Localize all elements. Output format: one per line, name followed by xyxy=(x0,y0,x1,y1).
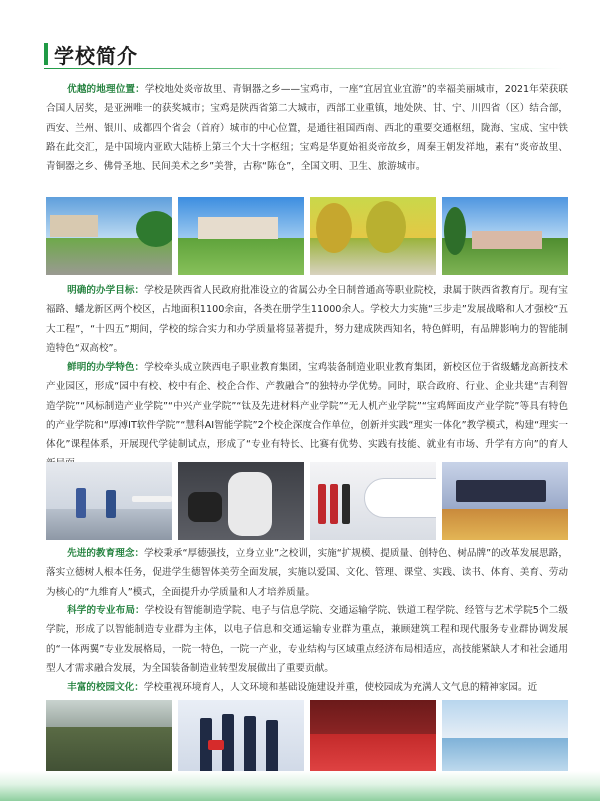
paragraph-lead: 科学的专业布局： xyxy=(67,605,145,616)
photo-row-training xyxy=(46,462,568,540)
header-accent-bar xyxy=(44,43,48,65)
paragraph-lead: 先进的教育理念： xyxy=(67,548,145,559)
paragraph-goal xyxy=(46,281,568,358)
paragraph-text: 学校秉承“厚德强技，立身立业”之校训，实施“扩规模、提质量、创特色、树品牌”的改革发展思路，落实立德树人根本任务，促进学生德智体美劳全面发展，实施以爱国、文化、管理、课堂、实践、读书、体育、美育、劳动为核心的“九维育人”模式，全面提升办学质量和人才培养质量。 xyxy=(46,548,568,598)
flag-ceremony-photo xyxy=(178,700,304,776)
paragraph-lead: 明确的办学目标： xyxy=(67,285,145,296)
paragraph-culture xyxy=(46,678,568,697)
paragraph-lead: 丰富的校园文化： xyxy=(67,682,144,693)
graduation-photo xyxy=(442,700,568,776)
paragraph-text: 学校地处炎帝故里、青铜器之乡——宝鸡市，一座“宜居宜业宜游”的幸福美丽城市，2021年荣获联合国人居奖，是亚洲唯一的获奖城市；宝鸡是陕西省第二大城市，西部工业重镇，地处陕、甘、宁、川四省（区）结合部，西安、兰州、银川、成都四个省会（首府）城市的中心位置，是通往祖国西南、西北的重要交通枢纽，陇海、宝成、宝中铁路在此交汇，是中国境内亚欧大陆桥上第三个大十字枢纽；宝鸡是华夏始祖炎帝故乡，周秦王朝发祥地，素有“炎帝故里、青铜器之乡、佛骨圣地、民间美术之乡”美誉，古称“陈仓”，全国文明、卫生、旅游城市。 xyxy=(46,84,568,173)
paragraph-text: 学校设有智能制造学院、电子与信息学院、交通运输学院、铁道工程学院、经管与艺术学院5个二级学院，形成了以智能制造专业群为主体，以电子信息和交通运输专业群为重点，兼顾建筑工程和现代服务专业群协调发展的“一体两翼”专业发展格局，一院一特色，一院一产业，专业结构与区域重点经济布局相适应，高技能紧缺人才和社会通用型人才需求融合发展，为全国装备制造业转型发展做出了重要贡献。 xyxy=(46,605,569,674)
main-building-photo xyxy=(178,197,304,275)
paragraph-lead: 鲜明的办学特色： xyxy=(67,362,145,373)
page-title: 学校简介 xyxy=(54,43,138,68)
photo-row-campus xyxy=(46,197,568,275)
paragraph-majors xyxy=(46,601,568,678)
paragraph-features xyxy=(46,358,568,474)
dormitory-photo xyxy=(442,197,568,275)
choir-performance-photo xyxy=(310,700,436,776)
autumn-avenue-photo xyxy=(310,197,436,275)
paragraph-location xyxy=(46,80,568,176)
photo-row-culture xyxy=(46,700,568,776)
spray-painting-photo xyxy=(178,462,304,540)
top-rule xyxy=(0,0,600,6)
military-training-photo xyxy=(46,700,172,776)
lab-training-photo xyxy=(46,462,172,540)
campus-road-photo xyxy=(46,197,172,275)
paragraph-text: 学校是陕西省人民政府批准设立的省属公办全日制普通高等职业院校，隶属于陕西省教育厅。现有宝福路、蟠龙新区两个校区，占地面积1100余亩，各类在册学生11000余人。学校大力实施“三步走”发展战略和人才强校“五大工程”，“十四五”期间，学校的综合实力和办学质量将显著提升，努力建成陕西知名，特色鲜明，有品牌影响力的智能制造特色“双高校”。 xyxy=(46,285,569,354)
paragraph-philosophy xyxy=(46,544,568,602)
signing-ceremony-photo xyxy=(442,462,568,540)
paragraph-text: 学校重视环境育人，人文环境和基础设施建设并重，使校园成为充满人文气息的精神家园。近 xyxy=(143,682,538,693)
paragraph-text: 学校牵头成立陕西电子职业教育集团，宝鸡装备制造业职业教育集团，新校区位于省级蟠龙高新技术产业园区，形成“园中有校、校中有企、校企合作、产教融合”的独特办学优势。同时，联合政府、行业、企业共建“吉利智造学院”“风标制造产业学院”“中兴产业学院”“钛及先进材料产业学院”“无人机产业学院”“宝鸡辉面皮产业学院”等具有特色的产业学院和“厚溥IT软件学院”“慧科AI智能学院”2个校企深度合作单位，创新并实践“理实一体化”教学模式，构建“理实一体化”课程体系，开展现代学徒制试点，形成了“专业有特长、比赛有优势、实践有技能、就业有市场、升学有方向”的育人 xyxy=(46,362,569,451)
section-header xyxy=(44,40,138,68)
header-divider xyxy=(44,68,564,69)
footer-band xyxy=(0,771,600,801)
high-speed-train-photo xyxy=(310,462,436,540)
paragraph-lead: 优越的地理位置： xyxy=(67,84,145,95)
